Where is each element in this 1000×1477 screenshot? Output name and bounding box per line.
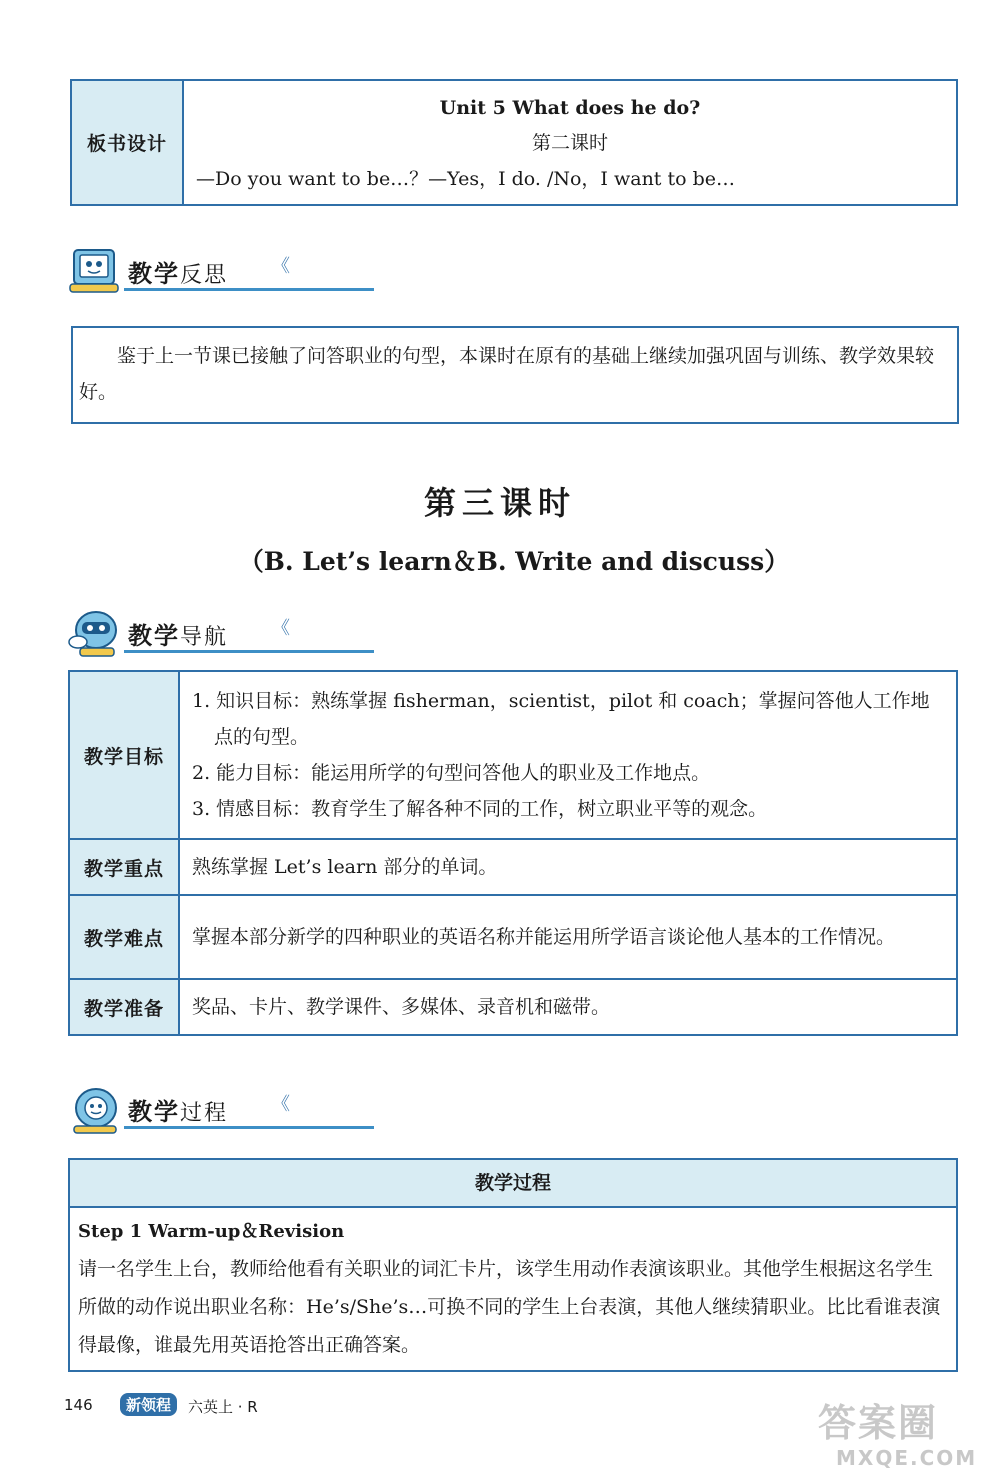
objective-line: 点的句型。 <box>214 726 310 748</box>
key-points-label: 教学重点 <box>69 839 179 895</box>
difficulties-label: 教学难点 <box>69 895 179 979</box>
preparation-label: 教学准备 <box>69 979 179 1035</box>
difficulties-text: 掌握本部分新学的四种职业的英语名称并能运用所学语言谈论他人基本的工作情况。 <box>179 895 957 979</box>
lesson-title: 第三课时 <box>423 484 576 522</box>
page-number: 146 <box>64 1396 93 1414</box>
mascot-face-icon <box>66 1084 124 1136</box>
computer-mascot-icon <box>66 246 124 298</box>
reflection-heading <box>66 246 326 298</box>
objective-line: 2. 能力目标：能运用所学的句型问答他人的职业及工作地点。 <box>192 762 711 784</box>
chevron-icon: 《 <box>272 1094 290 1115</box>
guide-heading-rest: 导航 <box>180 625 229 650</box>
process-heading <box>66 1084 326 1136</box>
guide-table <box>68 670 958 1036</box>
reflection-heading-bold: 教学 <box>128 260 180 288</box>
board-design-table <box>70 79 958 206</box>
sentence-pattern: —Do you want to be…？—Yes，I do. /No，I want to be… <box>196 167 735 190</box>
chevron-icon: 《 <box>272 256 290 277</box>
reflection-box <box>71 326 959 424</box>
heading-underline <box>124 1126 374 1129</box>
chevron-icon: 《 <box>272 618 290 639</box>
book-label: 六英上 · R <box>188 1398 258 1416</box>
heading-underline <box>124 288 374 291</box>
objective-line: 3. 情感目标：教育学生了解各种不同的工作，树立职业平等的观念。 <box>192 798 768 820</box>
unit-title: Unit 5 What does he do? <box>439 96 701 119</box>
robot-mascot-icon <box>66 608 124 660</box>
step-title: Step 1 Warm-up＆Revision <box>78 1221 345 1242</box>
process-heading-rest: 过程 <box>180 1101 229 1126</box>
watermark-url: MXQE.COM <box>836 1446 978 1470</box>
guide-heading <box>66 608 326 660</box>
lesson-subtitle: （B. Let’s learn＆B. Write and discuss） <box>238 547 790 576</box>
reflection-text: 鉴于上一节课已接触了问答职业的句型，本课时在原有的基础上继续加强巩固与训练、教学效果较好。 <box>79 345 935 403</box>
objectives-label: 教学目标 <box>69 671 179 839</box>
process-heading-bold: 教学 <box>128 1098 180 1126</box>
board-design-content <box>183 80 957 205</box>
watermark-logo: 答案圈 <box>818 1401 939 1445</box>
process-box <box>68 1158 958 1372</box>
guide-heading-bold: 教学 <box>128 622 180 650</box>
objectives-content <box>179 671 957 839</box>
preparation-text: 奖品、卡片、教学课件、多媒体、录音机和磁带。 <box>179 979 957 1035</box>
brand-badge: 新领程 <box>120 1393 177 1416</box>
process-box-title: 教学过程 <box>70 1160 956 1208</box>
key-points-text: 熟练掌握 Let’s learn 部分的单词。 <box>179 839 957 895</box>
step-text: 请一名学生上台，教师给他看有关职业的词汇卡片，该学生用动作表演该职业。其他学生根据这名学生所做的动作说出职业名称：He’s/She’s…可换不同的学生上台表演，其他人继续猜职业。比比看谁表演得最像，谁最先用英语抢答出正确答案。 <box>78 1258 941 1356</box>
board-design-label: 板书设计 <box>71 80 183 205</box>
period-label: 第二课时 <box>531 131 608 154</box>
reflection-heading-rest: 反思 <box>180 263 229 288</box>
objective-line: 1. 知识目标：熟练掌握 fisherman，scientist，pilot 和 coach；掌握问答他人工作地 <box>192 690 930 712</box>
heading-underline <box>124 650 374 653</box>
